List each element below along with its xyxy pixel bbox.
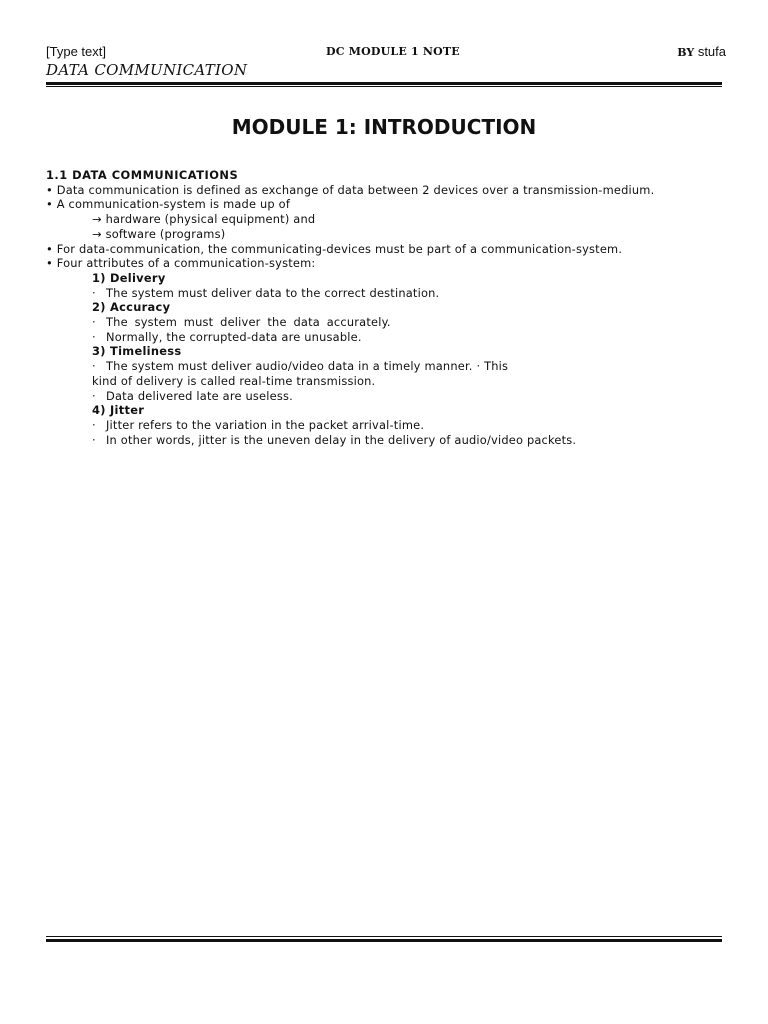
footer-rule-thin — [46, 936, 722, 937]
footer-rule-thick — [46, 939, 722, 942]
bullet-communicating-devices: • For data-communication, the communicating-devices must be part of a communication-system. — [46, 241, 623, 256]
accuracy-point-1 — [46, 315, 736, 330]
bullet-four-attributes: • Four attributes of a communication-system: — [46, 256, 316, 271]
jitter-text-1: Jitter refers to the variation in the packet arrival-time. — [106, 417, 425, 432]
attribute-heading-delivery: 1) Delivery — [92, 270, 166, 285]
attribute-heading-jitter: 4) Jitter — [92, 403, 145, 418]
jitter-text-2: In other words, jitter is the uneven delay in the delivery of audio/video packets. — [106, 432, 577, 447]
attribute-heading-timeliness: 3) Timeliness — [92, 344, 182, 359]
header-module-note: DC MODULE 1 NOTE — [326, 45, 460, 58]
dot-marker: · — [92, 315, 96, 330]
header-placeholder-text: [Type text] — [46, 44, 106, 59]
dot-marker: · — [92, 432, 96, 447]
attribute-heading-accuracy: 2) Accuracy — [92, 300, 171, 315]
header-by-label: BY — [677, 46, 695, 59]
header-rule-thin — [46, 86, 722, 87]
dot-marker: · — [92, 388, 96, 403]
bullet-definition: • Data communication is defined as exchange of data between 2 devices over a transmission-medium. — [46, 182, 655, 197]
sub-item-software: → software (programs) — [92, 226, 226, 241]
dot-marker: · — [92, 417, 96, 432]
delivery-point-1 — [46, 286, 736, 301]
header-author-name: stufa — [697, 44, 726, 59]
section-content — [46, 168, 736, 447]
section-heading: 1.1 DATA COMMUNICATIONS — [46, 168, 239, 182]
accuracy-point-2 — [46, 330, 736, 345]
sub-item-hardware: → hardware (physical equipment) and — [92, 212, 316, 227]
page-header — [46, 44, 726, 62]
timeliness-text-1: The system must deliver audio/video data in a timely manner. · This — [106, 359, 509, 374]
accuracy-text-2: Normally, the corrupted-data are unusable. — [106, 329, 362, 344]
module-title: MODULE 1: INTRODUCTION — [231, 115, 537, 139]
timeliness-text-2: Data delivered late are useless. — [106, 388, 293, 403]
timeliness-point-1-continued: kind of delivery is called real-time transmission. — [92, 373, 376, 388]
accuracy-text-1: The system must deliver the data accurately. — [106, 315, 391, 330]
document-title: DATA COMMUNICATION — [46, 61, 248, 79]
dot-marker: · — [92, 285, 96, 300]
header-author — [677, 44, 726, 59]
dot-marker: · — [92, 329, 96, 344]
timeliness-point-2 — [46, 389, 736, 404]
jitter-point-2 — [46, 433, 736, 448]
bullet-system-made-of: • A communication-system is made up of — [46, 197, 291, 212]
header-rule-thick — [46, 82, 722, 85]
timeliness-point-1 — [46, 359, 736, 374]
dot-marker: · — [92, 359, 96, 374]
jitter-point-1 — [46, 418, 736, 433]
delivery-text-1: The system must deliver data to the correct destination. — [106, 285, 440, 300]
